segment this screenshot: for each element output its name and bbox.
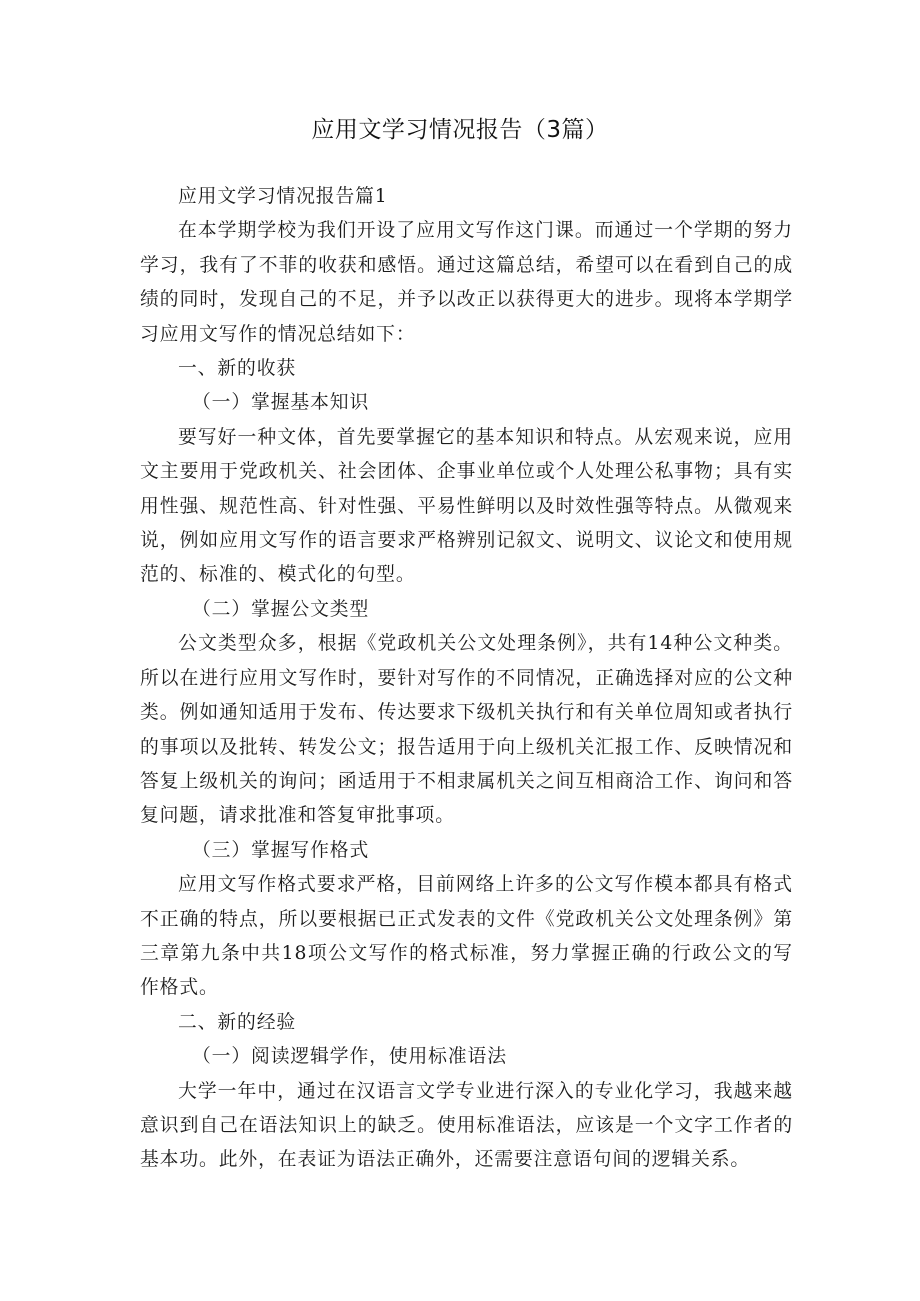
section-heading: 一、新的收获: [178, 358, 297, 380]
subsection-heading: （一）阅读逻辑学作，使用标准语法: [192, 1046, 507, 1068]
body-paragraph: 大学一年中，通过在汉语言文学专业进行深入的专业化学习，我越来越意识到自己在语法知识上的缺乏。使用标准语法，应该是一个文字工作者的基本功。此外，在表证为语法正确外，还需要注意语句间的逻辑关系。: [140, 1080, 793, 1171]
section-heading: 二、新的经验: [178, 1011, 297, 1033]
subsection-heading: （一）掌握基本知识: [192, 392, 370, 414]
body-paragraph: 在本学期学校为我们开设了应用文写作这门课。而通过一个学期的努力学习，我有了不菲的收获和感悟。通过这篇总结，希望可以在看到自己的成绩的同时，发现自己的不足，并予以改正以获得更大的进步。现将本学期学习应用文写作的情况总结如下：: [140, 220, 793, 345]
document-title: 应用文学习情况报告（3篇）: [311, 117, 609, 143]
body-paragraph: 要写好一种文体，首先要掌握它的基本知识和特点。从宏观来说，应用文主要用于党政机关、社会团体、企事业单位或个人处理公私事物；具有实用性强、规范性高、针对性强、平易性鲜明以及时效性强等特点。从微观来说，例如应用文写作的语言要求严格辨别记叙文、说明文、议论文和使用规范的、标准的、模式化的句型。: [140, 426, 793, 586]
body-paragraph: 应用文写作格式要求严格，目前网络上许多的公文写作模本都具有格式不正确的特点，所以要根据已正式发表的文件《党政机关公文处理条例》第三章第九条中共18项公文写作的格式标准，努力掌握正确的行政公文的写作格式。: [140, 874, 793, 999]
document-body: [140, 180, 793, 1178]
section-heading: 应用文学习情况报告篇1: [178, 186, 388, 207]
body-paragraph: 公文类型众多，根据《党政机关公文处理条例》，共有14种公文种类。所以在进行应用文写作时，要针对写作的不同情况，正确选择对应的公文种类。例如通知适用于发布、传达要求下级机关执行和有关单位周知或者执行的事项以及批转、转发公文；报告适用于向上级机关汇报工作、反映情况和答复上级机关的询问；函适用于不相隶属机关之间互相商洽工作、询问和答复问题，请求批准和答复审批事项。: [140, 633, 793, 827]
subsection-heading: （三）掌握写作格式: [192, 839, 370, 861]
subsection-heading: （二）掌握公文类型: [192, 598, 370, 620]
